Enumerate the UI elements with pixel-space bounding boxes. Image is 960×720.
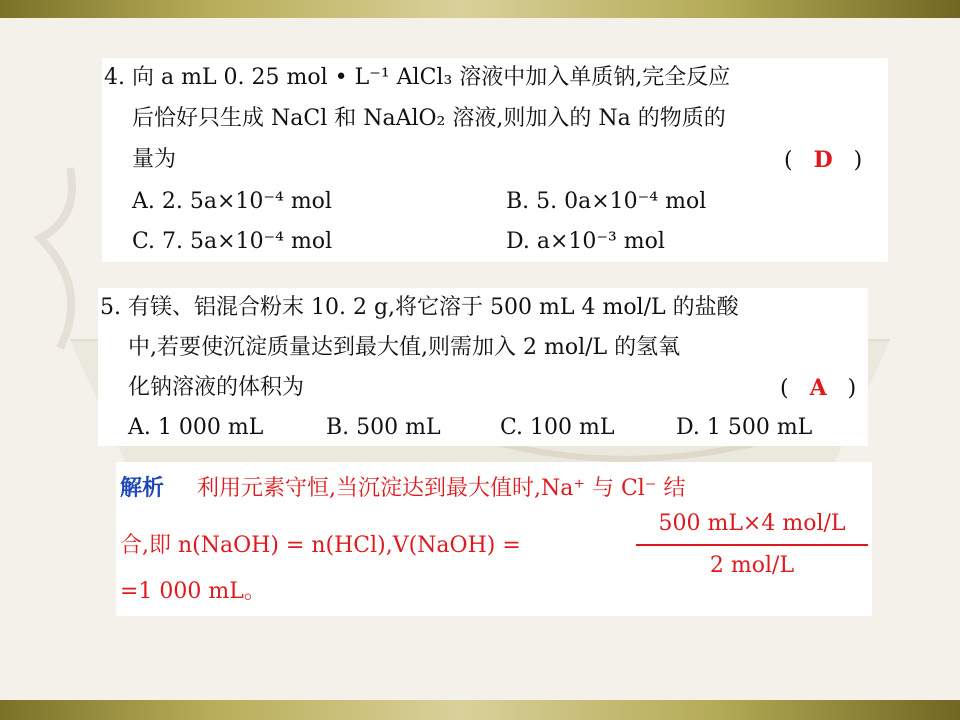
paren-close: )	[853, 148, 863, 173]
question-4-line-3: 量为	[132, 147, 177, 172]
bottom-decorative-bar	[0, 700, 960, 720]
question-5-line-2: 中,若要使沉淀质量达到最大值,则需加入 2 mol/L 的氢氧	[128, 335, 681, 360]
analysis-label: 解析	[120, 475, 165, 501]
question-5-answer-bracket	[780, 368, 856, 409]
question-5-option-b: B. 500 mL	[326, 415, 441, 440]
question-4-line-2: 后恰好只生成 NaCl 和 NaAlO₂ 溶液,则加入的 Na 的物质的	[132, 106, 726, 131]
question-4-option-a: A. 2. 5a×10⁻⁴ mol	[132, 189, 332, 214]
analysis-line-2: 合,即 n(NaOH) = n(HCl),V(NaOH) =	[120, 533, 521, 558]
question-4-option-b: B. 5. 0a×10⁻⁴ mol	[506, 189, 707, 214]
analysis-text-1: 利用元素守恒,当沉淀达到最大值时,Na⁺ 与 Cl⁻ 结	[197, 476, 686, 501]
analysis-card	[116, 462, 872, 616]
paren-open: (	[780, 376, 789, 401]
fraction-numerator: 500 mL×4 mol/L	[658, 511, 846, 536]
question-4-option-d: D. a×10⁻³ mol	[506, 229, 665, 254]
question-5-option-a: A. 1 000 mL	[128, 415, 264, 440]
question-5-line-1: 5. 有镁、铝混合粉末 10. 2 g,将它溶于 500 mL 4 mol/L 的盐酸	[100, 295, 739, 320]
question-4-line-1: 4. 向 a mL 0. 25 mol • L⁻¹ AlCl₃ 溶液中加入单质钠,完全反应	[104, 65, 731, 90]
question-5-line-3: 化钠溶液的体积为	[128, 375, 305, 400]
question-4-card	[102, 58, 888, 262]
question-4-answer: D	[813, 147, 833, 173]
question-4-answer-bracket	[784, 140, 862, 181]
question-5-option-d: D. 1 500 mL	[676, 415, 813, 440]
question-5-option-c: C. 100 mL	[500, 415, 615, 440]
analysis-line-1	[120, 468, 685, 509]
fraction-denominator: 2 mol/L	[709, 553, 795, 578]
top-decorative-bar	[0, 0, 960, 18]
paren-open: (	[784, 148, 793, 173]
question-4-option-c: C. 7. 5a×10⁻⁴ mol	[132, 229, 333, 254]
analysis-line-3: =1 000 mL。	[120, 579, 266, 604]
paren-close: )	[847, 376, 857, 401]
question-5-answer: A	[809, 375, 827, 401]
question-5-card	[98, 288, 868, 446]
